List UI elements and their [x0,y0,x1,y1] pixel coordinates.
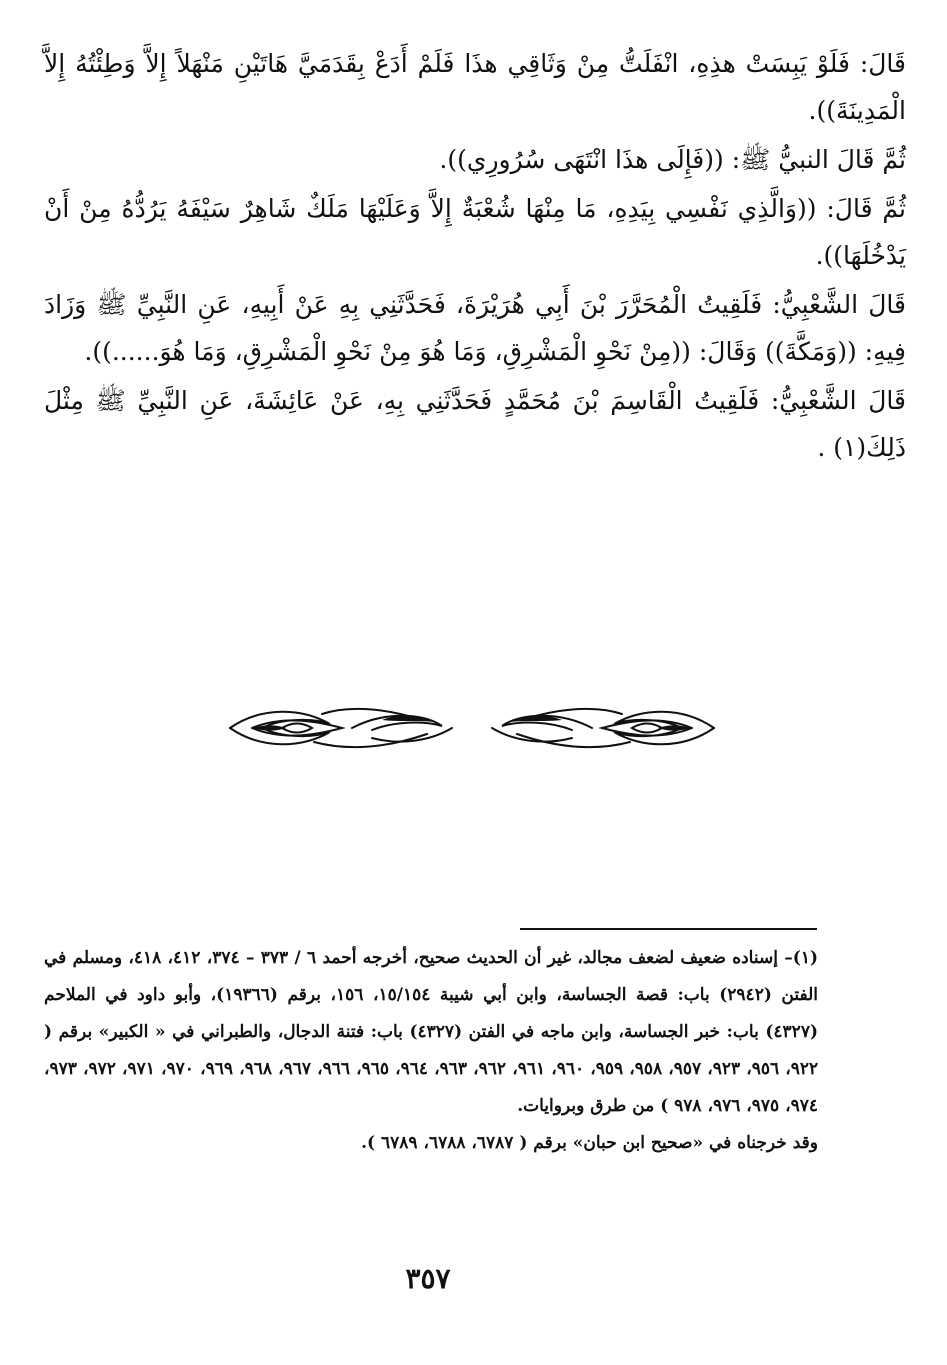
paragraph-5: قَالَ الشَّعْبِيُّ: فَلَقِيتُ الْقَاسِمَ بْنَ مُحَمَّدٍ فَحَدَّثَنِي بِهِ، عَنْ عَائِشَةَ، عَنِ النَّبِيِّ ﷺ مِثْلَ ذَلِكَ(١) . [44,386,906,462]
footnote-1: (١)– إسناده ضعيف لضعف مجالد، غير أن الحديث صحيح، أخرجه أحمد ٦ / ٣٧٣ – ٣٧٤، ٤١٢، ٤١٨، ومسلم في الفتن (٢٩٤٢) باب: قصة الجساسة، وابن أبي شيبة ١٥/١٥٤، ١٥٦، برقم (١٩٣٦٦)، وأبو داود في الملاحم (٤٣٢٧) باب: خبر الجساسة، وابن ماجه في الفتن (٤٣٢٧) باب: فتنة الدجال، والطبراني في « الكبير» برقم ( ٩٢٢، ٩٥٦، ٩٢٣، ٩٥٧، ٩٥٨، ٩٥٩، ٩٦٠، ٩٦١، ٩٦٢، ٩٦٣، ٩٦٤، ٩٦٥، ٩٦٦، ٩٦٧، ٩٦٨، ٩٦٩، ٩٧٠، ٩٧١، ٩٧٢، ٩٧٣، ٩٧٤، ٩٧٥، ٩٧٦، ٩٧٨ ) من طرق وبروايات. [44,948,819,1116]
footnote-2: وقد خرجناه في «صحيح ابن حبان» برقم ( ٦٧٨٧، ٦٧٨٨، ٦٧٨٩ ). [361,1133,818,1153]
decorative-ornament [222,698,722,754]
footnotes-section [44,940,818,1162]
footnote-divider [520,928,817,930]
page-number: ٣٥٧ [405,1262,451,1295]
paragraph-3: ثُمَّ قَالَ: ((وَالَّذِي نَفْسِي بِيَدِهِ، مَا مِنْهَا شُعْبَةٌ إِلاَّ وَعَلَيْهَا مَلَكٌ شَاهِرٌ سَيْفَهُ يَرُدُّهُ مِنْ أَنْ يَدْخُلَهَا)). [44,194,906,270]
paragraph-4: قَالَ الشَّعْبِيُّ: فَلَقِيتُ الْمُحَرَّرَ بْنَ أَبِي هُرَيْرَةَ، فَحَدَّثَنِي بِهِ عَنْ أَبِيهِ، عَنِ النَّبِيِّ ﷺ وَزَادَ فِيهِ: ((وَمَكَّةَ)) وَقَالَ: ((مِنْ نَحْوِ الْمَشْرِقِ، وَمَا هُوَ مِنْ نَحْوِ الْمَشْرِقِ، وَمَا هُوَ......)). [44,290,906,366]
paragraph-1: قَالَ: فَلَوْ يَبِسَتْ هذِهِ، انْفَلَتُّ مِنْ وَثَاقِي هذَا فَلَمْ أَدَعْ بِقَدَمَيَّ هَاتَيْنِ مَنْهَلاً إِلاَّ وَطِئْتُهُ إِلاَّ الْمَدِينَةَ)). [44,49,907,125]
paragraph-2: ثُمَّ قَالَ النبيُّ ﷺ: ((فَإِلَى هذَا انْتَهَى سُرُورِي)). [439,145,906,174]
main-text-body [44,40,906,473]
